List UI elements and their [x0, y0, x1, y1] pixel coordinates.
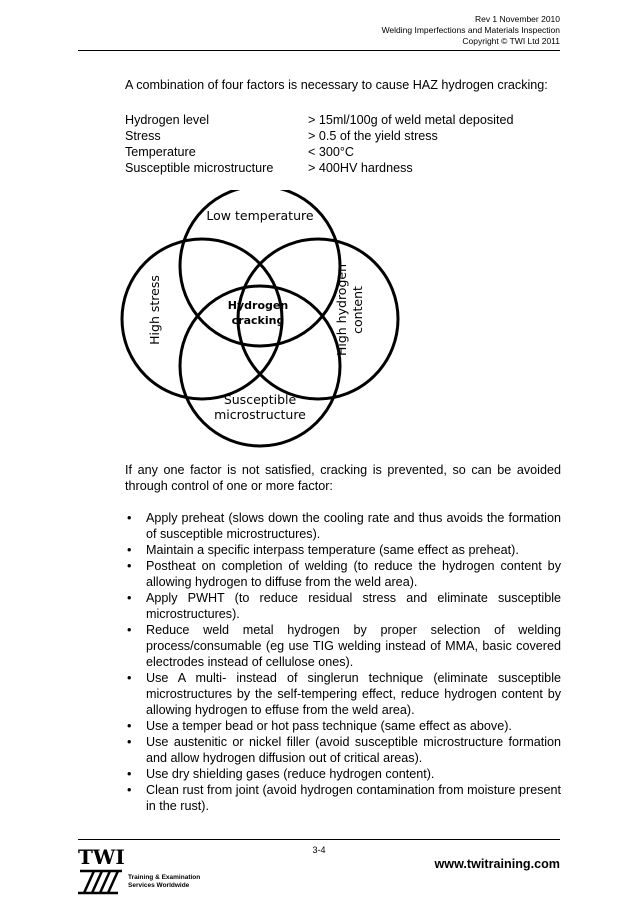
page-header: [382, 14, 560, 47]
bullet-icon: •: [127, 591, 132, 605]
list-item-text: Reduce weld metal hydrogen by proper selection of welding process/consumable (eg use TIG welding instead of MMA, basic covered electrodes instead of cellulose ones).: [146, 623, 561, 669]
list-item-text: Use austenitic or nickel filler (avoid susceptible microstructure formation and allow hydrogen diffusion out of critical areas).: [146, 735, 561, 765]
bullet-icon: •: [127, 543, 132, 557]
prevention-list: [125, 510, 561, 814]
prevention-paragraph: If any one factor is not satisfied, cracking is prevented, so can be avoided through control of one or more factor:: [125, 463, 561, 493]
venn-label-bottom-line1: Susceptible: [223, 392, 297, 407]
bullet-icon: •: [127, 511, 132, 525]
factor-name: Temperature: [125, 145, 196, 159]
list-item: [125, 558, 561, 590]
factors-list: [125, 112, 513, 176]
page-number: 3-4: [312, 845, 326, 855]
list-item: [125, 782, 561, 814]
bullet-icon: •: [127, 735, 132, 749]
list-item: [125, 670, 561, 718]
list-item: [125, 590, 561, 622]
header-revision: Rev 1 November 2010: [474, 14, 560, 24]
factor-value: > 400HV hardness: [308, 161, 413, 175]
header-divider: [78, 50, 560, 51]
venn-label-bottom-line2: microstructure: [214, 407, 306, 422]
footer-divider: [78, 839, 560, 840]
list-item: [125, 542, 561, 558]
list-item-text: Use a temper bead or hot pass technique (same effect as above).: [146, 719, 512, 733]
bullet-icon: •: [127, 623, 132, 637]
venn-label-top: Low temperature: [206, 208, 314, 223]
bullet-icon: •: [127, 767, 132, 781]
factor-row: [125, 112, 513, 128]
website-url: www.twitraining.com: [434, 857, 560, 871]
list-item-text: Maintain a specific interpass temperature (same effect as preheat).: [146, 543, 519, 557]
factor-value: > 0.5 of the yield stress: [308, 129, 438, 143]
bullet-icon: •: [127, 671, 132, 685]
list-item-text: Postheat on completion of welding (to reduce the hydrogen content by allowing hydrogen to diffuse from the weld area).: [146, 559, 561, 589]
logo-stripes: [78, 871, 122, 893]
bullet-icon: •: [127, 559, 132, 573]
header-doc-title: Welding Imperfections and Materials Inspection: [381, 25, 560, 35]
logo-wordmark: TWI: [78, 845, 125, 869]
list-item: [125, 718, 561, 734]
list-item-text: Clean rust from joint (avoid hydrogen contamination from moisture present in the rust).: [146, 783, 561, 813]
header-copyright: Copyright © TWI Ltd 2011: [462, 36, 560, 46]
venn-label-center-line1: Hydrogen: [227, 299, 289, 312]
factor-row: [125, 128, 513, 144]
factor-value: < 300°C: [308, 145, 354, 159]
list-item: [125, 734, 561, 766]
intro-text: A combination of four factors is necessary to cause HAZ hydrogen cracking:: [125, 78, 548, 92]
factor-name: Hydrogen level: [125, 113, 210, 127]
factor-name: Stress: [125, 129, 161, 143]
logo-tagline-line2: Services Worldwide: [128, 882, 190, 889]
bullet-icon: •: [127, 719, 132, 733]
factor-value: > 15ml/100g of weld metal deposited: [308, 113, 514, 127]
list-item-text: Apply preheat (slows down the cooling rate and thus avoids the formation of susceptible microstructures).: [146, 511, 561, 541]
list-item: [125, 510, 561, 542]
venn-label-right-line2: content: [350, 286, 365, 334]
list-item-text: Apply PWHT (to reduce residual stress and eliminate susceptible microstructures).: [146, 591, 561, 621]
factor-row: [125, 144, 513, 160]
venn-label-right-line1: High hydrogen: [334, 263, 349, 357]
venn-diagram: [120, 190, 400, 448]
list-item-text: Use A multi- instead of singlerun technique (eliminate susceptible microstructures by the self-tempering effect, reduce hydrogen content by allowing hydrogen to effuse from the weld area).: [146, 671, 561, 717]
list-item: [125, 622, 561, 670]
factor-row: [125, 160, 513, 176]
logo-tagline-line1: Training & Examination: [128, 874, 201, 881]
bullet-icon: •: [127, 783, 132, 797]
factor-name: Susceptible microstructure: [125, 161, 274, 175]
list-item: [125, 766, 561, 782]
venn-label-center-line2: cracking: [231, 314, 285, 327]
list-item-text: Use dry shielding gases (reduce hydrogen content).: [146, 767, 435, 781]
venn-label-left: High stress: [147, 275, 162, 345]
